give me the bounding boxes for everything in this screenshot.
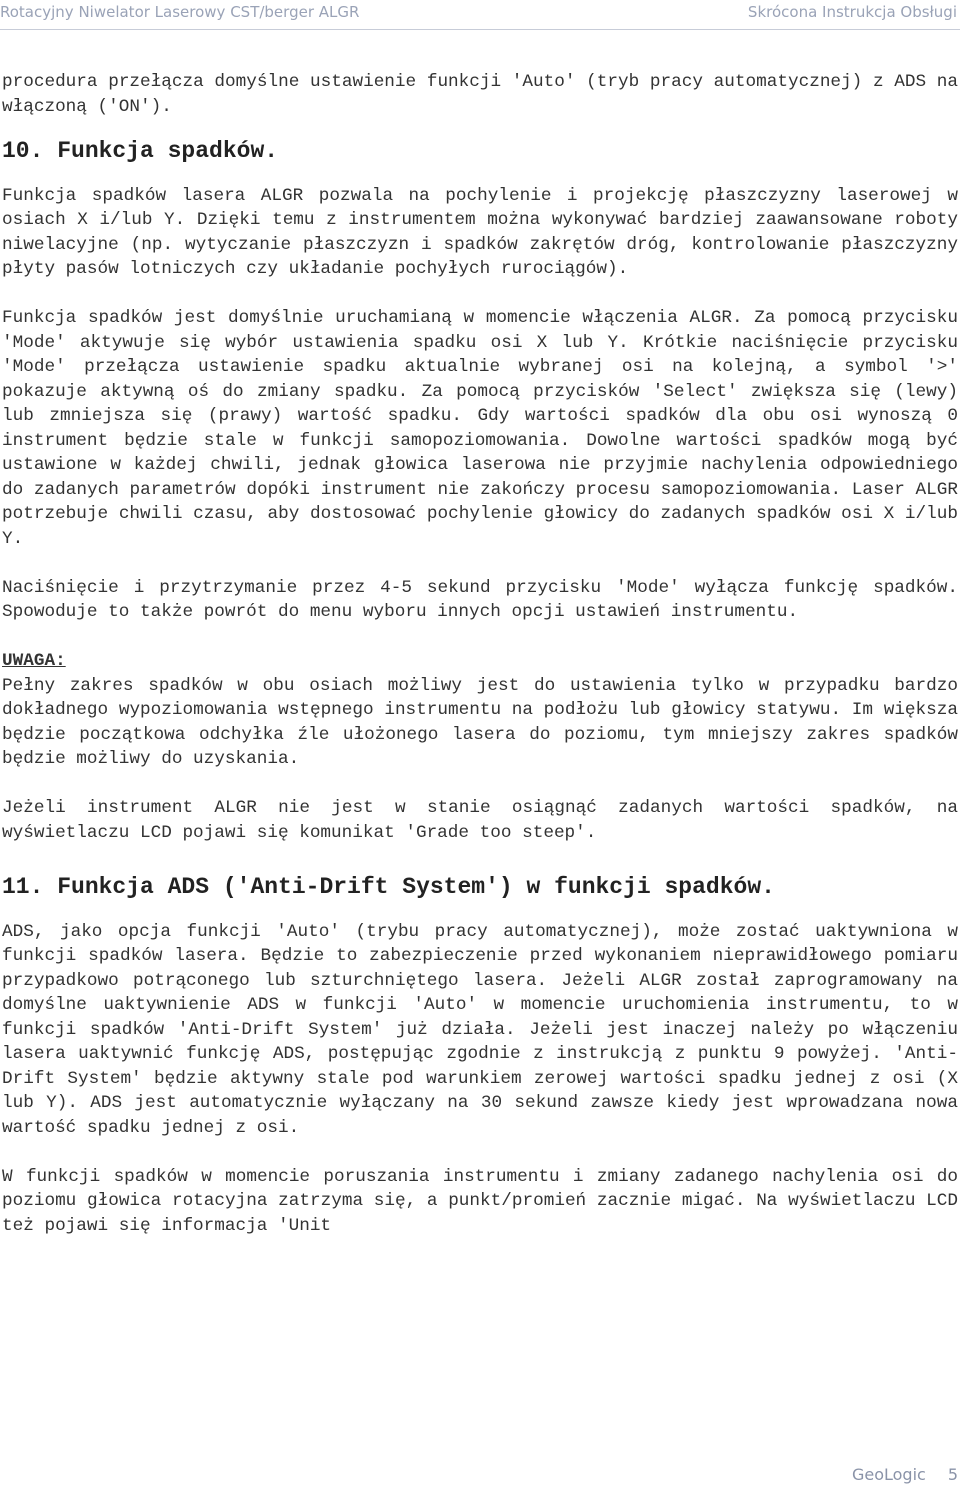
paragraph-10-2: Funkcja spadków jest domyślnie uruchamianą w momencie włączenia ALGR. Za pomocą przycisku 'Mode' aktywuje się wybór ustawienia spadku osi X lub Y. Krótkie naciśnięcie przycisku 'Mode' przełącza ustawienie spadku aktualnie wybranej osi na kolejną, a symbol '>' pokazuje aktywną oś do zmiany spadku. Za pomocą przycisków 'Select' zwiększa się (lewy) lub zmniejsza się (prawy) wartość spadku. Gdy wartości spadków dla obu osi wynoszą 0 instrument będzie stale w funkcji samopoziomowania. Dowolne wartości spadków mogą być ustawione w każdej chwili, jednak głowica laserowa nie przyjmie nachylenia odpowiedniego do zadanych parametrów dopóki instrument nie zakończy procesu samopoziomowania. Laser ALGR potrzebuje chwili czasu, aby dostosować pochylenie głowicy do zadanych spadków osi X i/lub Y. (2, 308, 958, 549)
section-heading-10: 10. Funkcja spadków. (2, 137, 279, 164)
page-footer (852, 1465, 958, 1484)
paragraph-10-3: Naciśnięcie i przytrzymanie przez 4-5 sekund przycisku 'Mode' wyłącza funkcję spadków. Spowoduje to także powrót do menu wyboru innych opcji ustawień instrumentu. (2, 577, 958, 622)
paragraph-11-2: W funkcji spadków w momencie poruszania instrumentu i zmiany zadanego nachylenia osi do poziomu głowica rotacyjna zatrzyma się, a punkt/promień zacznie migać. Na wyświetlaczu LCD też pojawi się informacja 'Unit (2, 1166, 958, 1236)
document-body (2, 70, 958, 1238)
paragraph-11-1: ADS, jako opcja funkcji 'Auto' (trybu pracy automatycznej), może zostać uaktywniona w funkcji spadków lasera. Będzie to zabezpieczenie przed wykonaniem nieprawidłowego pomiaru przypadkowo potrąconego lub szturchniętego lasera. Jeżeli ALGR został zaprogramowany na domyślne uaktywnienie ADS w funkcji 'Auto' w momencie uruchomienia instrumentu, to w funkcji spadków 'Anti-Drift System' już działa. Jeżeli jest inaczej należy po włączeniu lasera uaktywnić funkcję ADS, postępując zgodnie z instrukcją z punktu 9 powyżej. 'Anti-Drift System' będzie aktywny stale pod warunkiem zerowej wartości spadku jednej z osi (X lub Y). ADS jest automatycznie wyłączany na 30 sekund zawsze kiedy jest wprowadzana nowa wartość spadku jednej z osi. (2, 921, 958, 1138)
section-heading-11: 11. Funkcja ADS ('Anti-Drift System') w funkcji spadków. (2, 873, 775, 900)
header-document-title: Rotacyjny Niwelator Laserowy CST/berger ALGR (0, 3, 360, 21)
paragraph-intro: procedura przełącza domyślne ustawienie funkcji 'Auto' (tryb pracy automatycznej) z ADS na włączoną ('ON'). (2, 72, 958, 117)
page-header (0, 0, 960, 30)
paragraph-10-1: Funkcja spadków lasera ALGR pozwala na pochylenie i projekcję płaszczyzny laserowej w osiach X i/lub Y. Dzięki temu z instrumentem można wykonywać bardziej zaawansowane roboty niwelacyjne (np. wytyczanie płaszczyzn i spadków zakrętów dróg, kontrolowanie płaszczyzny płyty pasów lotniczych czy układanie pochyłych rurociągów). (2, 185, 958, 279)
footer-brand: GeoLogic (851, 1465, 926, 1484)
header-section-title: Skrócona Instrukcja Obsługi (747, 3, 957, 21)
paragraph-10-4: Pełny zakres spadków w obu osiach możliwy jest do ustawienia tylko w przypadku bardzo dokładnego wypoziomowania wstępnego instrumentu na podłożu lub głowicy statywu. Im większa będzie początkowa odchyłka źle ułożonego lasera do poziomu, tym mniejszy zakres spadków będzie możliwy do uzyskania. (2, 675, 958, 769)
header-divider (0, 29, 960, 30)
page-number: 5 (947, 1465, 958, 1484)
warning-label: UWAGA: (2, 651, 66, 671)
paragraph-10-5: Jeżeli instrument ALGR nie jest w stanie osiągnąć zadanych wartości spadków, na wyświetlaczu LCD pojawi się komunikat 'Grade too steep'. (2, 798, 958, 843)
